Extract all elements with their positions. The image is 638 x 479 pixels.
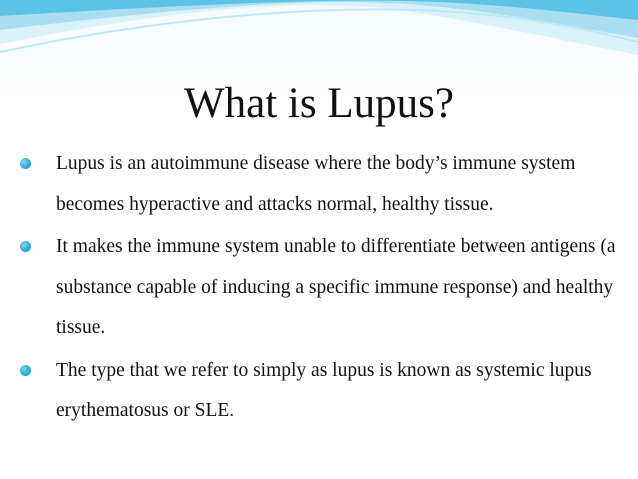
bullet-item	[18, 144, 628, 225]
bullet-list	[18, 144, 628, 434]
bullet-text: Lupus is an autoimmune disease where the body’s immune system becomes hyperactive and attacks normal, healthy tissue.	[56, 153, 576, 215]
bullet-dot-icon	[20, 158, 31, 169]
bullet-item	[18, 351, 628, 432]
bullet-item	[18, 227, 628, 349]
bullet-text: It makes the immune system unable to differentiate between antigens (a substance capable of inducing a specific immune response) and healthy tissue.	[56, 236, 616, 338]
bullet-dot-icon	[20, 365, 31, 376]
bullet-text: The type that we refer to simply as lupus is known as systemic lupus erythematosus or SLE.	[56, 359, 592, 421]
slide-title: What is Lupus?	[184, 80, 454, 127]
bullet-dot-icon	[20, 241, 31, 252]
decorative-wave-header	[0, 0, 638, 80]
